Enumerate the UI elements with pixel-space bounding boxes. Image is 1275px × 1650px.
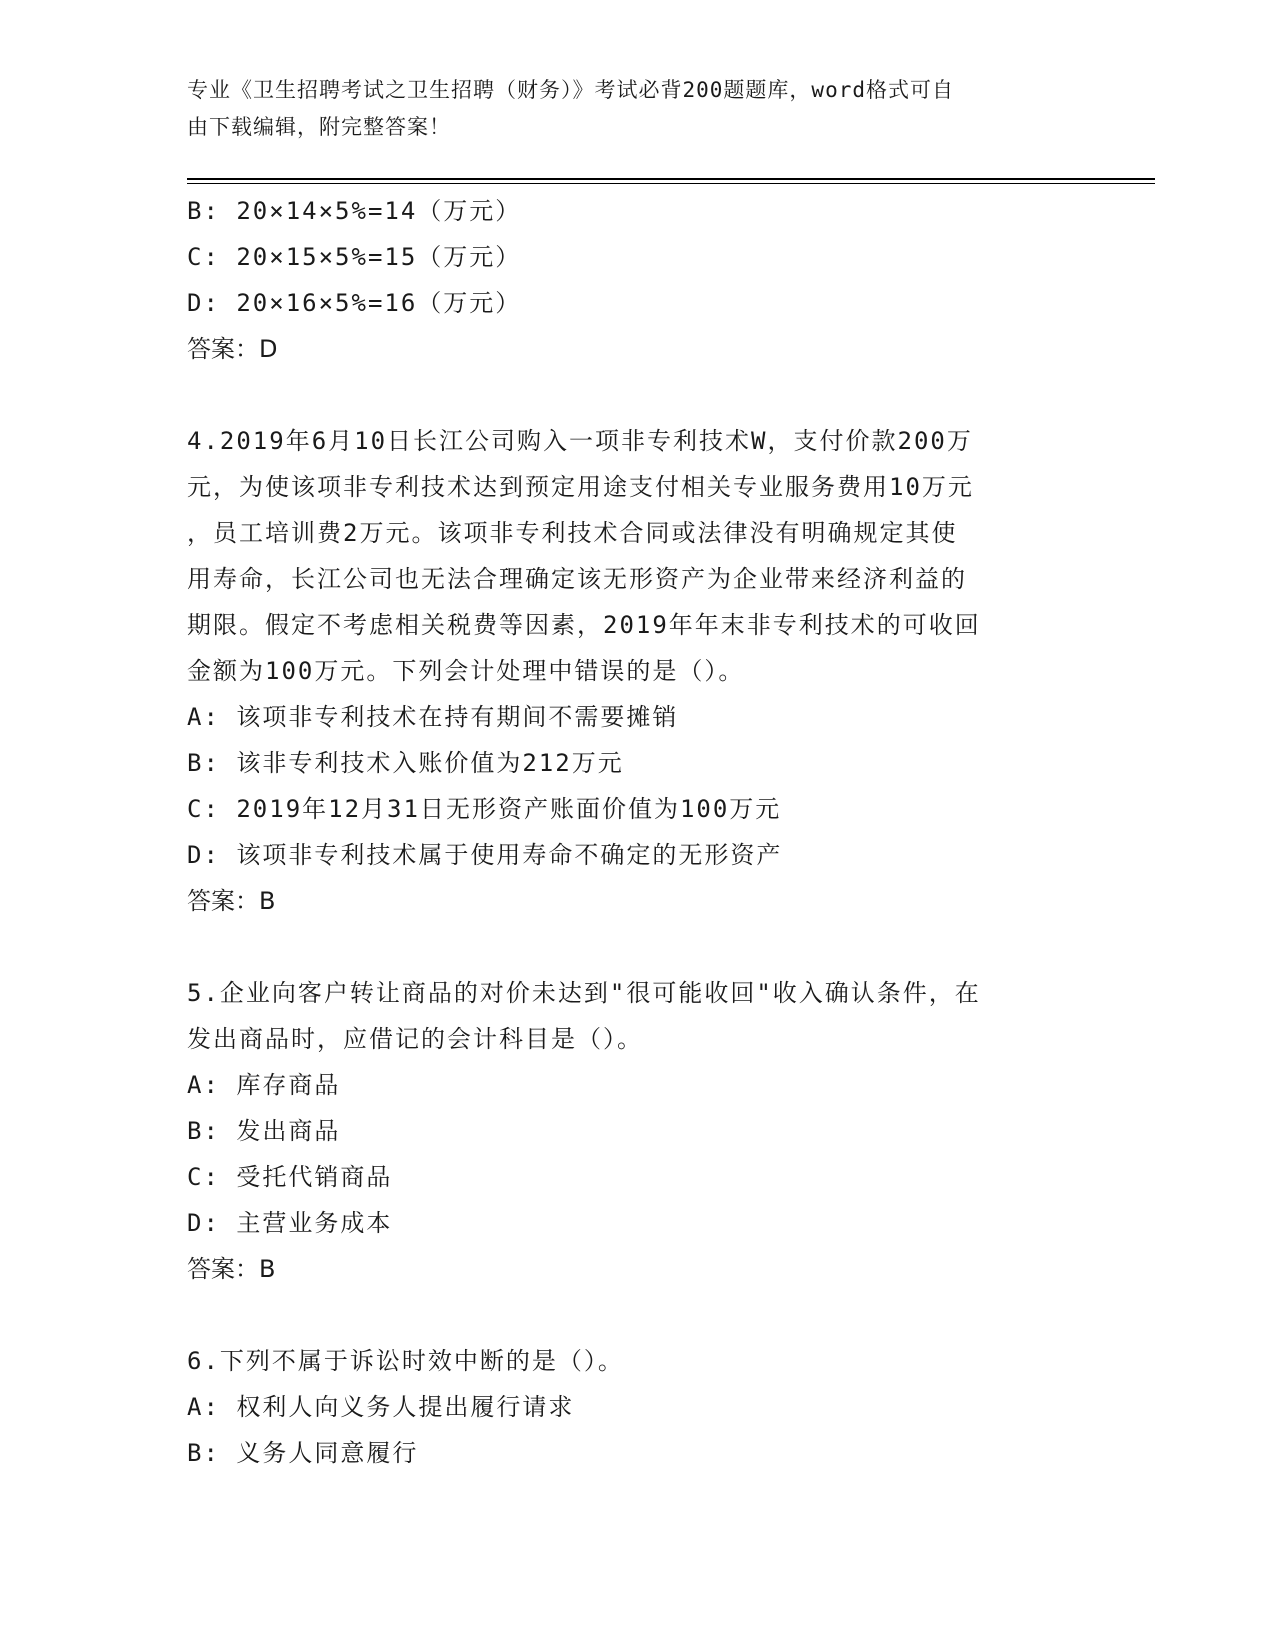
answer-line: 答案：D [187,335,278,363]
header-line-2: 由下载编辑，附完整答案！ [187,115,451,139]
header-line-1: 专业《卫生招聘考试之卫生招聘（财务）》考试必背200题题库，word格式可自 [187,78,954,102]
question-3-tail [187,188,1087,372]
option-b: B: 该非专利技术入账价值为212万元 [187,749,624,777]
answer-line: 答案：B [187,887,276,915]
header-rule-thin [187,183,1155,184]
header-rule-thick [187,178,1155,180]
paragraph-gap [187,924,1087,970]
option-c: C: 20×15×5%=15（万元） [187,243,522,271]
option-a: A: 权利人向义务人提出履行请求 [187,1393,575,1421]
question-stem-line: 期限。假定不考虑相关税费等因素，2019年年末非专利技术的可收回 [187,611,981,639]
question-stem-line: 5.企业向客户转让商品的对价未达到"很可能收回"收入确认条件，在 [187,979,981,1007]
option-a: A: 该项非专利技术在持有期间不需要摊销 [187,703,679,731]
option-c: C: 受托代销商品 [187,1163,393,1191]
question-stem-line: 6.下列不属于诉讼时效中断的是（）。 [187,1347,624,1375]
document-body [187,188,1087,1476]
document-header [187,72,1067,146]
question-stem-line: ，员工培训费2万元。该项非专利技术合同或法律没有明确规定其使 [187,519,958,547]
option-b: B: 义务人同意履行 [187,1439,419,1467]
paragraph-gap [187,372,1087,418]
option-d: D: 主营业务成本 [187,1209,393,1237]
question-stem-line: 元，为使该项非专利技术达到预定用途支付相关专业服务费用10万元 [187,473,974,501]
option-c: C: 2019年12月31日无形资产账面价值为100万元 [187,795,782,823]
option-d: D: 该项非专利技术属于使用寿命不确定的无形资产 [187,841,783,869]
answer-line: 答案：B [187,1255,276,1283]
option-b: B: 发出商品 [187,1117,341,1145]
option-d: D: 20×16×5%=16（万元） [187,289,522,317]
option-b: B: 20×14×5%=14（万元） [187,197,522,225]
option-a: A: 库存商品 [187,1071,341,1099]
question-5 [187,970,1087,1292]
paragraph-gap [187,1292,1087,1338]
question-stem-line: 金额为100万元。下列会计处理中错误的是（）。 [187,657,745,685]
question-stem-line: 4.2019年6月10日长江公司购入一项非专利技术W，支付价款200万 [187,427,973,455]
question-stem-line: 发出商品时，应借记的会计科目是（）。 [187,1025,643,1053]
question-6 [187,1338,1087,1476]
question-4 [187,418,1087,924]
question-stem-line: 用寿命，长江公司也无法合理确定该无形资产为企业带来经济利益的 [187,565,967,593]
